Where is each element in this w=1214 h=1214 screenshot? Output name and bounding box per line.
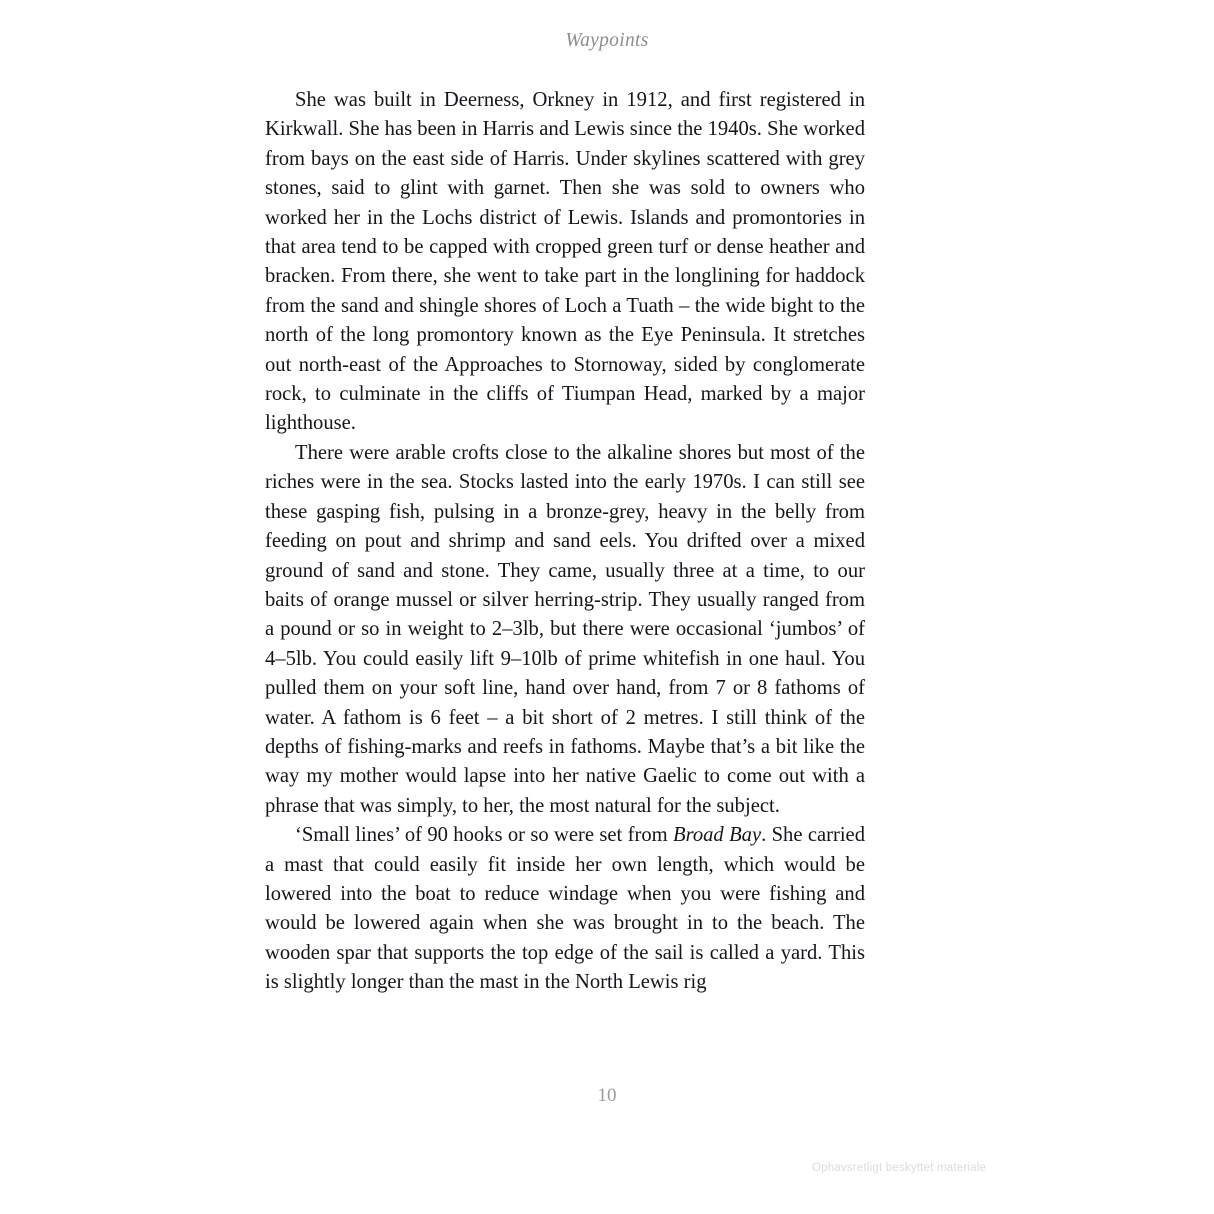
boat-name-broad-bay: Broad Bay: [673, 824, 762, 847]
paragraph-3-tail: . She carried a mast that could easily fit inside her own length, which would be lowered into the boat to reduce windage when you were fishing and would be lowered again when she was brought in to the beach. The wooden spar that supports the top edge of the sail is called a yard. This is slightly longer than the mast in the North Lewis rig: [265, 824, 865, 994]
paragraph-3-lead: ‘Small lines’ of 90 hooks or so were set from: [295, 824, 673, 847]
body-text-block: [265, 86, 865, 998]
paragraph-3: [265, 821, 865, 997]
running-head: Waypoints: [565, 30, 649, 51]
paragraph-1: She was built in Deerness, Orkney in 1912, and first registered in Kirkwall. She has been in Harris and Lewis since the 1940s. She worked from bays on the east side of Harris. Under skylines scattered with grey stones, said to glint with garnet. Then she was sold to owners who worked her in the Lochs district of Lewis. Islands and promontories in that area tend to be capped with cropped green turf or dense heather and bracken. From there, she went to take part in the longlining for haddock from the sand and shingle shores of Loch a Tuath – the wide bight to the north of the long promontory known as the Eye Peninsula. It stretches out north-east of the Approaches to Stornoway, sided by conglomerate rock, to culminate in the cliffs of Tiumpan Head, marked by a major lighthouse.: [265, 89, 865, 435]
paragraph-2: There were arable crofts close to the alkaline shores but most of the riches were in the sea. Stocks lasted into the early 1970s. I can still see these gasping fish, pulsing in a bronze-grey, heavy in the belly from feeding on pout and shrimp and sand eels. You drifted over a mixed ground of sand and stone. They came, usually three at a time, to our baits of orange mussel or silver herring-strip. They usually ranged from a pound or so in weight to 2–3lb, but there were occasional ‘jumbos’ of 4–5lb. You could easily lift 9–10lb of prime whitefish in one haul. You pulled them on your soft line, hand over hand, from 7 or 8 fathoms of water. A fathom is 6 feet – a bit short of 2 metres. I still think of the depths of fishing-marks and reefs in fathoms. Maybe that’s a bit like the way my mother would lapse into her native Gaelic to come out with a phrase that was simply, to her, the most natural for the subject.: [265, 441, 865, 817]
page-number: 10: [597, 1085, 617, 1106]
copyright-watermark: Ophavsretligt beskyttet materiale: [812, 1162, 987, 1174]
